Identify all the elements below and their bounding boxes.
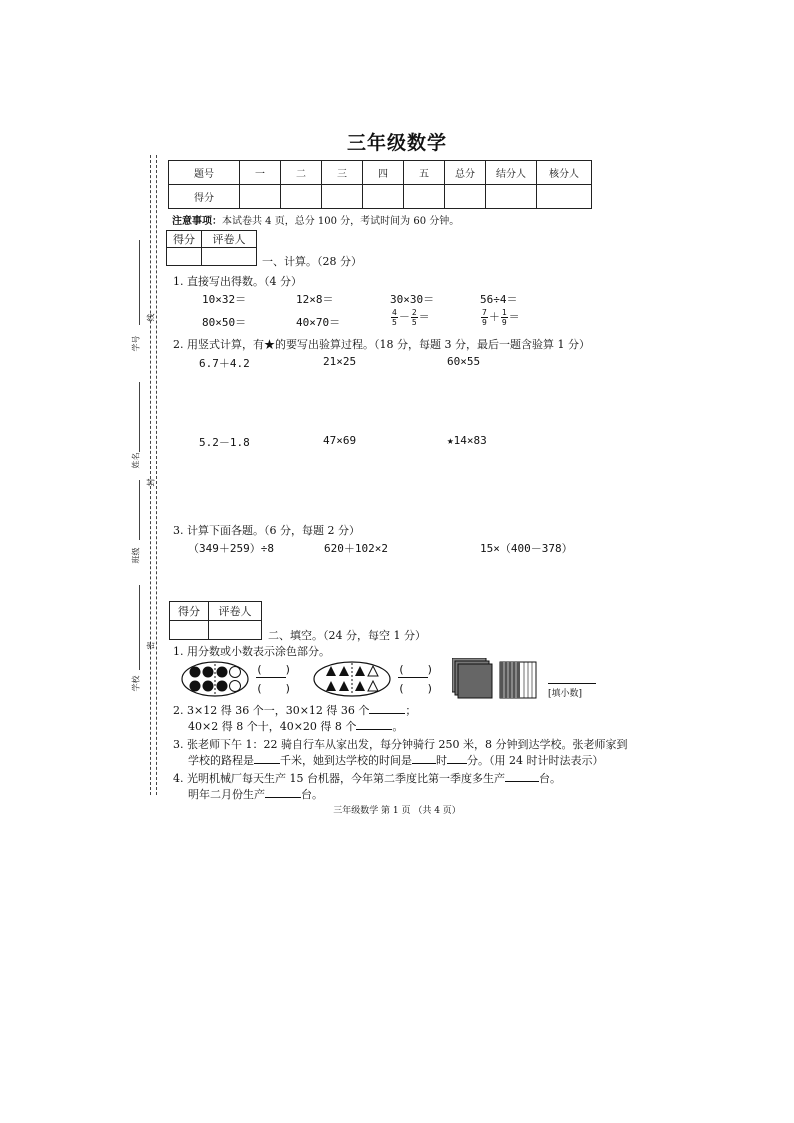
- answer-blank[interactable]: [412, 763, 436, 764]
- score-table-header-row: [169, 161, 592, 185]
- s2-q4-line1: 4. 光明机械厂每天生产 15 台机器，今年第二季度比第一季度多生产 台。: [173, 772, 561, 785]
- s1-q1-item: 80×50＝: [202, 316, 247, 329]
- s1-q1-item: 10×32＝: [202, 293, 247, 306]
- seal-fold-label: 封: [146, 478, 156, 487]
- grader-score-cell[interactable]: [167, 248, 202, 266]
- grader-score-label: 得分: [167, 231, 202, 248]
- id-no-line: [139, 240, 140, 325]
- answer-paren[interactable]: ( ): [256, 663, 292, 676]
- fill-decimal-hint: [填小数]: [548, 689, 583, 699]
- s1-q3-label: 3. 计算下面各题。（6 分，每题 2 分）: [173, 524, 360, 537]
- section2-title: 二、填空。（24 分，每空 1 分）: [268, 629, 426, 642]
- score-cell[interactable]: [363, 185, 404, 209]
- s2-q3-line1: 3. 张老师下午 1：22 骑自行车从家出发，每分钟骑行 250 米，8 分钟到达学校。张老师家到: [173, 738, 628, 751]
- s1-q1-label: 1. 直接写出得数。（4 分）: [173, 275, 302, 288]
- notice: [172, 212, 459, 227]
- s1-q1-item: 12×8＝: [296, 293, 334, 306]
- answer-blank[interactable]: [369, 713, 405, 714]
- score-cell[interactable]: [537, 185, 592, 209]
- notice-heading: 注意事项：: [172, 216, 222, 227]
- score-header-cell: 题号: [169, 161, 240, 185]
- fraction: $\frac{2}{5}$: [411, 308, 417, 327]
- score-header-cell: 结分人: [486, 161, 537, 185]
- fraction-bar: [256, 677, 286, 678]
- answer-blank[interactable]: [447, 763, 467, 764]
- seal-close-label: 密: [146, 641, 156, 650]
- school-line: [139, 585, 140, 670]
- score-cell[interactable]: [281, 185, 322, 209]
- score-cell[interactable]: [445, 185, 486, 209]
- s2-q2-line2: 40×2 得 8 个十，40×20 得 8 个 。: [188, 720, 404, 733]
- s1-q1-item: 40×70＝: [296, 316, 341, 329]
- s1-q2-item: 21×25: [323, 355, 357, 368]
- class-label: 班级: [131, 547, 141, 564]
- grader-reviewer-label: 评卷人: [209, 602, 262, 621]
- grader-box-section1: [166, 230, 257, 266]
- score-header-cell: 二: [281, 161, 322, 185]
- answer-paren[interactable]: ( ): [398, 682, 434, 695]
- s1-q2-item: ★14×83: [447, 434, 487, 447]
- s2-q1-label: 1. 用分数或小数表示涂色部分。: [173, 645, 330, 658]
- name-label: 姓名: [131, 452, 141, 469]
- answer-blank[interactable]: [254, 763, 280, 764]
- answer-paren[interactable]: ( ): [256, 682, 292, 695]
- score-header-cell: 五: [404, 161, 445, 185]
- section1-title: 一、计算。（28 分）: [262, 255, 362, 268]
- score-header-cell: 四: [363, 161, 404, 185]
- score-cell[interactable]: [322, 185, 363, 209]
- s1-q1-fraction-item: $\frac{7}{9}$ ＋ $\frac{1}{9}$ ＝: [482, 308, 520, 327]
- s1-q2-item: 47×69: [323, 434, 357, 447]
- s1-q2-item: 60×55: [447, 355, 481, 368]
- score-row-label: 得分: [169, 185, 240, 209]
- id-no-label: 学号: [131, 335, 141, 352]
- s2-q3-line2: 学校的路程是 千米，她到达学校的时间是 时 分。（用 24 时计时法表示）: [188, 754, 604, 767]
- grader-score-cell[interactable]: [170, 621, 209, 640]
- s1-q3-item: 15×（400－378）: [480, 542, 573, 555]
- score-header-cell: 三: [322, 161, 363, 185]
- answer-blank[interactable]: [505, 781, 539, 782]
- page-footer: 三年级数学 第 1 页 （共 4 页）: [333, 806, 461, 816]
- score-cell[interactable]: [404, 185, 445, 209]
- s1-q2-item: 6.7＋4.2: [199, 357, 250, 370]
- grader-reviewer-cell[interactable]: [202, 248, 257, 266]
- score-cell[interactable]: [486, 185, 537, 209]
- grader-score-label: 得分: [170, 602, 209, 621]
- notice-text: 本试卷共 4 页，总分 100 分，考试时间为 60 分钟。: [222, 216, 460, 227]
- score-cell[interactable]: [240, 185, 281, 209]
- shaded-squares-figure: [452, 658, 538, 702]
- fraction: $\frac{1}{9}$: [501, 308, 507, 327]
- s1-q1-fraction-item: $\frac{4}{5}$ － $\frac{2}{5}$ ＝: [392, 308, 430, 327]
- fraction: $\frac{7}{9}$: [482, 308, 487, 327]
- decimal-answer-blank[interactable]: [548, 683, 596, 684]
- seal-line-label: 线: [146, 313, 156, 322]
- grader-box-section2: [169, 601, 262, 640]
- score-table-score-row: [169, 185, 592, 209]
- s1-q1-item: 56÷4＝: [480, 293, 518, 306]
- s1-q2-item: 5.2－1.8: [199, 436, 250, 449]
- page-title: 三年级数学: [346, 132, 447, 154]
- s1-q1-item: 30×30＝: [390, 293, 435, 306]
- name-line: [139, 382, 140, 452]
- binding-dashed-line-inner: [156, 155, 157, 795]
- school-label: 学校: [131, 675, 141, 692]
- score-header-cell: 核分人: [537, 161, 592, 185]
- circles-figure: [180, 660, 250, 698]
- s2-q4-line2: 明年二月份生产 台。: [188, 788, 323, 801]
- score-header-cell: 一: [240, 161, 281, 185]
- grader-reviewer-label: 评卷人: [202, 231, 257, 248]
- s1-q2-label: 2. 用竖式计算，有★的要写出验算过程。（18 分，每题 3 分，最后一题含验算 1 分）: [173, 338, 590, 351]
- answer-paren[interactable]: ( ): [398, 663, 434, 676]
- score-table: [168, 160, 592, 209]
- answer-blank[interactable]: [356, 729, 392, 730]
- triangles-figure: [312, 660, 392, 698]
- score-header-cell: 总分: [445, 161, 486, 185]
- class-line: [139, 480, 140, 540]
- s1-q3-item: 620＋102×2: [324, 542, 388, 555]
- grader-reviewer-cell[interactable]: [209, 621, 262, 640]
- fraction: $\frac{4}{5}$: [392, 308, 397, 327]
- binding-dashed-line: [150, 155, 151, 795]
- s1-q3-item: （349＋259）÷8: [188, 542, 274, 555]
- s2-q2-line1: 2. 3×12 得 36 个一，30×12 得 36 个 ；: [173, 704, 417, 717]
- answer-blank[interactable]: [265, 797, 301, 798]
- fraction-bar: [398, 677, 428, 678]
